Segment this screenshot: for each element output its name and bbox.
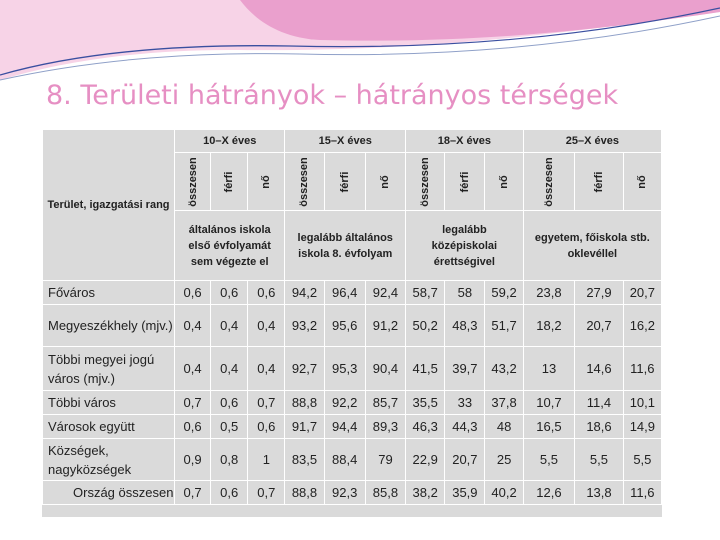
table-row [43,415,662,439]
table-cell: 48 [485,415,523,439]
table-cell: 94,2 [285,281,324,305]
subheader-label: nő [636,174,649,189]
group-header: 25–X éves [523,130,661,153]
table-cell: 0,7 [175,481,211,505]
subheader-label: férfi [223,171,236,192]
table-cell: 51,7 [485,305,523,347]
header-swoosh-decoration [0,0,720,90]
table-cell: 90,4 [365,347,405,391]
table-cell: 23,8 [523,281,575,305]
table-cell: 96,4 [324,281,365,305]
row-label: Ország összesen [43,481,175,505]
table-cell: 48,3 [445,305,485,347]
table-cell: 93,2 [285,305,324,347]
table-cell: 5,5 [523,439,575,481]
table-cell: 0,6 [211,481,248,505]
group-header: 18–X éves [406,130,524,153]
subheader-cell [285,153,324,211]
table-cell: 0,4 [211,305,248,347]
subheader-cell [523,153,575,211]
group-description: egyetem, főiskola stb. oklevéllel [523,211,661,281]
table-cell: 11,4 [575,391,623,415]
table-cell: 92,3 [324,481,365,505]
corner-header: Terület, igazgatási rang [43,130,175,281]
table-cell: 13 [523,347,575,391]
table-cell: 0,6 [175,281,211,305]
table-cell: 16,2 [623,305,661,347]
table-row [43,281,662,305]
table-cell: 0,9 [175,439,211,481]
subheader-label: férfi [458,171,471,192]
table-cell: 85,8 [365,481,405,505]
table-cell: 58 [445,281,485,305]
subheader-label: összesen [419,156,432,207]
table-cell: 20,7 [575,305,623,347]
table-cell: 88,4 [324,439,365,481]
education-table [42,129,662,505]
table-body [43,281,662,505]
table-cell: 59,2 [485,281,523,305]
table-cell: 11,6 [623,347,661,391]
subheader-cell [575,153,623,211]
table-cell: 33 [445,391,485,415]
subheader-label: összesen [186,156,199,207]
table-cell: 35,5 [406,391,445,415]
subheader-cell [324,153,365,211]
table-cell: 0,4 [175,305,211,347]
table-cell: 1 [248,439,285,481]
table-cell: 89,3 [365,415,405,439]
table-cell: 10,1 [623,391,661,415]
table-cell: 92,7 [285,347,324,391]
table-cell: 83,5 [285,439,324,481]
table-cell: 0,7 [248,391,285,415]
row-label: Megyeszékhely (mjv.) [43,305,175,347]
group-header: 10–X éves [175,130,285,153]
table-cell: 39,7 [445,347,485,391]
table-cell: 35,9 [445,481,485,505]
table-cell: 0,4 [248,305,285,347]
table-cell: 0,5 [211,415,248,439]
slide-title: 8. Területi hátrányok – hátrányos térségek [46,80,619,111]
table-cell: 85,7 [365,391,405,415]
table-cell: 88,8 [285,391,324,415]
row-label: Főváros [43,281,175,305]
table-cell: 13,8 [575,481,623,505]
table-cell: 38,2 [406,481,445,505]
subheader-label: összesen [542,156,555,207]
table-cell: 94,4 [324,415,365,439]
table-cell: 58,7 [406,281,445,305]
table-cell: 0,6 [175,415,211,439]
table-cell: 79 [365,439,405,481]
table-cell: 0,7 [175,391,211,415]
table-cell: 92,2 [324,391,365,415]
data-table-container [42,129,662,517]
table-cell: 11,6 [623,481,661,505]
table-cell: 12,6 [523,481,575,505]
table-cell: 41,5 [406,347,445,391]
table-cell: 14,6 [575,347,623,391]
table-cell: 0,6 [211,391,248,415]
subheader-label: összesen [298,156,311,207]
group-description: legalább általános iskola 8. évfolyam [285,211,406,281]
group-header: 15–X éves [285,130,406,153]
row-label: Városok együtt [43,415,175,439]
subheader-label: nő [498,174,511,189]
subheader-cell [365,153,405,211]
table-cell: 0,7 [248,481,285,505]
table-cell: 37,8 [485,391,523,415]
table-cell: 0,4 [211,347,248,391]
table-cell: 20,7 [623,281,661,305]
table-cell: 5,5 [623,439,661,481]
row-label: Többi megyei jogú város (mjv.) [43,347,175,391]
subheader-cell [445,153,485,211]
table-cell: 44,3 [445,415,485,439]
table-cell: 0,8 [211,439,248,481]
table-row [43,391,662,415]
table-cell: 0,4 [248,347,285,391]
table-cell: 22,9 [406,439,445,481]
table-cell: 91,7 [285,415,324,439]
table-cell: 27,9 [575,281,623,305]
table-row [43,481,662,505]
subheader-label: nő [379,174,392,189]
table-cell: 10,7 [523,391,575,415]
table-cell: 14,9 [623,415,661,439]
table-cell: 40,2 [485,481,523,505]
row-label: Községek, nagyközségek [43,439,175,481]
table-cell: 50,2 [406,305,445,347]
subheader-label: férfi [592,171,605,192]
table-cell: 16,5 [523,415,575,439]
subheader-cell [248,153,285,211]
subheader-cell [175,153,211,211]
table-cell: 92,4 [365,281,405,305]
row-label: Többi város [43,391,175,415]
table-cell: 18,6 [575,415,623,439]
table-cell: 46,3 [406,415,445,439]
group-description: általános iskola első évfolyamát sem végezte el [175,211,285,281]
table-cell: 5,5 [575,439,623,481]
table-cell: 43,2 [485,347,523,391]
table-cell: 18,2 [523,305,575,347]
group-description: legalább középiskolai érettségivel [406,211,524,281]
table-cell: 0,4 [175,347,211,391]
subheader-cell [485,153,523,211]
table-cell: 0,6 [248,415,285,439]
subheader-label: nő [260,174,273,189]
subheader-label: férfi [338,171,351,192]
table-cell: 0,6 [248,281,285,305]
subheader-cell [623,153,661,211]
table-cell: 0,6 [211,281,248,305]
table-row [43,305,662,347]
table-cell: 88,8 [285,481,324,505]
table-cell: 20,7 [445,439,485,481]
subheader-cell [211,153,248,211]
table-row [43,347,662,391]
table-row [43,439,662,481]
table-cell: 91,2 [365,305,405,347]
subheader-cell [406,153,445,211]
table-cell: 25 [485,439,523,481]
table-cell: 95,6 [324,305,365,347]
table-cell: 95,3 [324,347,365,391]
